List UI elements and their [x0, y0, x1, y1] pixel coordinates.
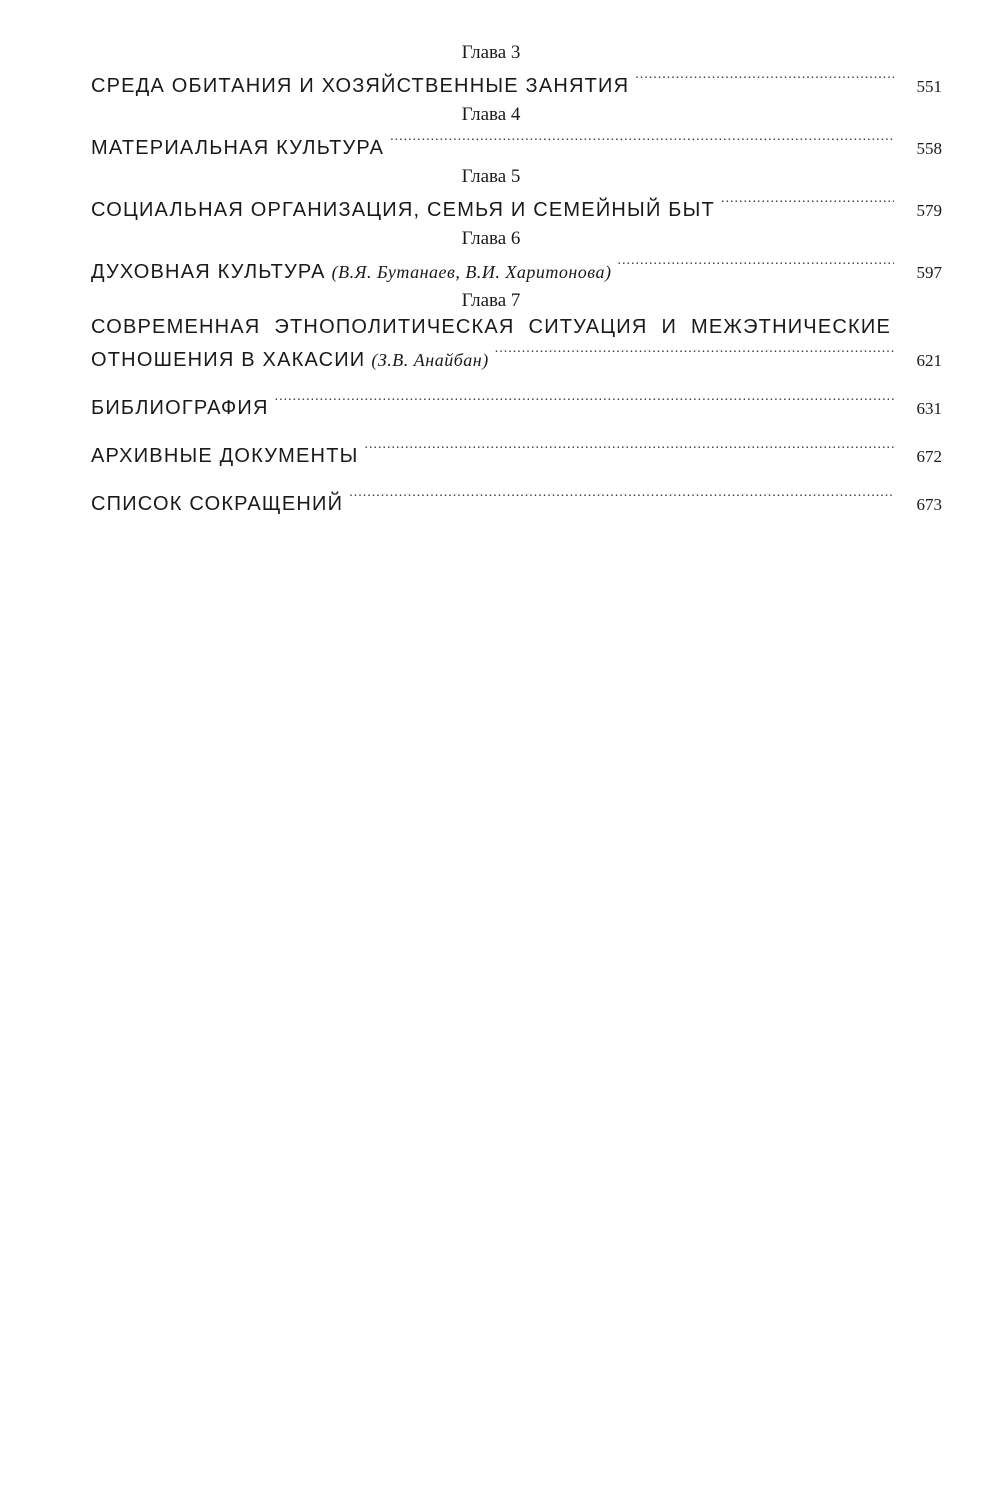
toc-entry-abbreviations[interactable] [91, 484, 942, 515]
chapter-3-label: Глава 3 [461, 42, 521, 63]
chapter-7-label: Глава 7 [461, 290, 521, 311]
chapter-5-label: Глава 5 [461, 166, 521, 187]
dot-leader [721, 190, 894, 216]
entry-title: ДУХОВНАЯ КУЛЬТУРА [91, 261, 326, 283]
entry-authors: (З.В. Анайбан) [371, 350, 489, 370]
entry-title: СПИСОК СОКРАЩЕНИЙ [91, 493, 344, 515]
toc-entry-chapter-7[interactable] [91, 340, 942, 371]
table-of-contents [91, 40, 942, 515]
toc-entry-archives[interactable] [91, 436, 942, 467]
dot-leader [495, 340, 894, 366]
entry-title: СРЕДА ОБИТАНИЯ И ХОЗЯЙСТВЕННЫЕ ЗАНЯТИЯ [91, 75, 630, 97]
entry-authors: (В.Я. Бутанаев, В.И. Харитонова) [331, 262, 612, 282]
toc-entry-bibliography[interactable] [91, 388, 942, 419]
toc-entry-chapter-3[interactable] [91, 66, 942, 97]
entry-title: БИБЛИОГРАФИЯ [91, 397, 269, 419]
toc-entry-chapter-4[interactable] [91, 128, 942, 159]
toc-entry-chapter-6[interactable] [91, 252, 942, 283]
chapter-6-label: Глава 6 [461, 228, 521, 249]
entry-title: СОЦИАЛЬНАЯ ОРГАНИЗАЦИЯ, СЕМЬЯ И СЕМЕЙНЫЙ БЫТ [91, 199, 715, 221]
page-number: 597 [916, 263, 942, 282]
page-number: 621 [916, 351, 942, 370]
chapter-4-label: Глава 4 [461, 104, 521, 125]
dot-leader [349, 484, 894, 510]
entry-title-line-1[interactable]: СОВРЕМЕННАЯ ЭТНОПОЛИТИЧЕСКАЯ СИТУАЦИЯ И МЕЖЭТНИЧЕСКИЕ [91, 316, 891, 338]
toc-entry-chapter-5[interactable] [91, 190, 942, 221]
entry-title-line-2: ОТНОШЕНИЯ В ХАКАСИИ [91, 349, 366, 371]
page-number: 551 [916, 77, 942, 96]
dot-leader [275, 388, 894, 414]
dot-leader [617, 252, 894, 278]
entry-title: МАТЕРИАЛЬНАЯ КУЛЬТУРА [91, 137, 385, 159]
page-number: 631 [916, 399, 942, 418]
entry-title: АРХИВНЫЕ ДОКУМЕНТЫ [91, 445, 359, 467]
page-number: 579 [916, 201, 942, 220]
dot-leader [390, 128, 894, 154]
page-number: 672 [916, 447, 942, 466]
dot-leader [365, 436, 894, 462]
page-number: 558 [916, 139, 942, 158]
page-number: 673 [916, 495, 942, 514]
dot-leader [635, 66, 894, 92]
